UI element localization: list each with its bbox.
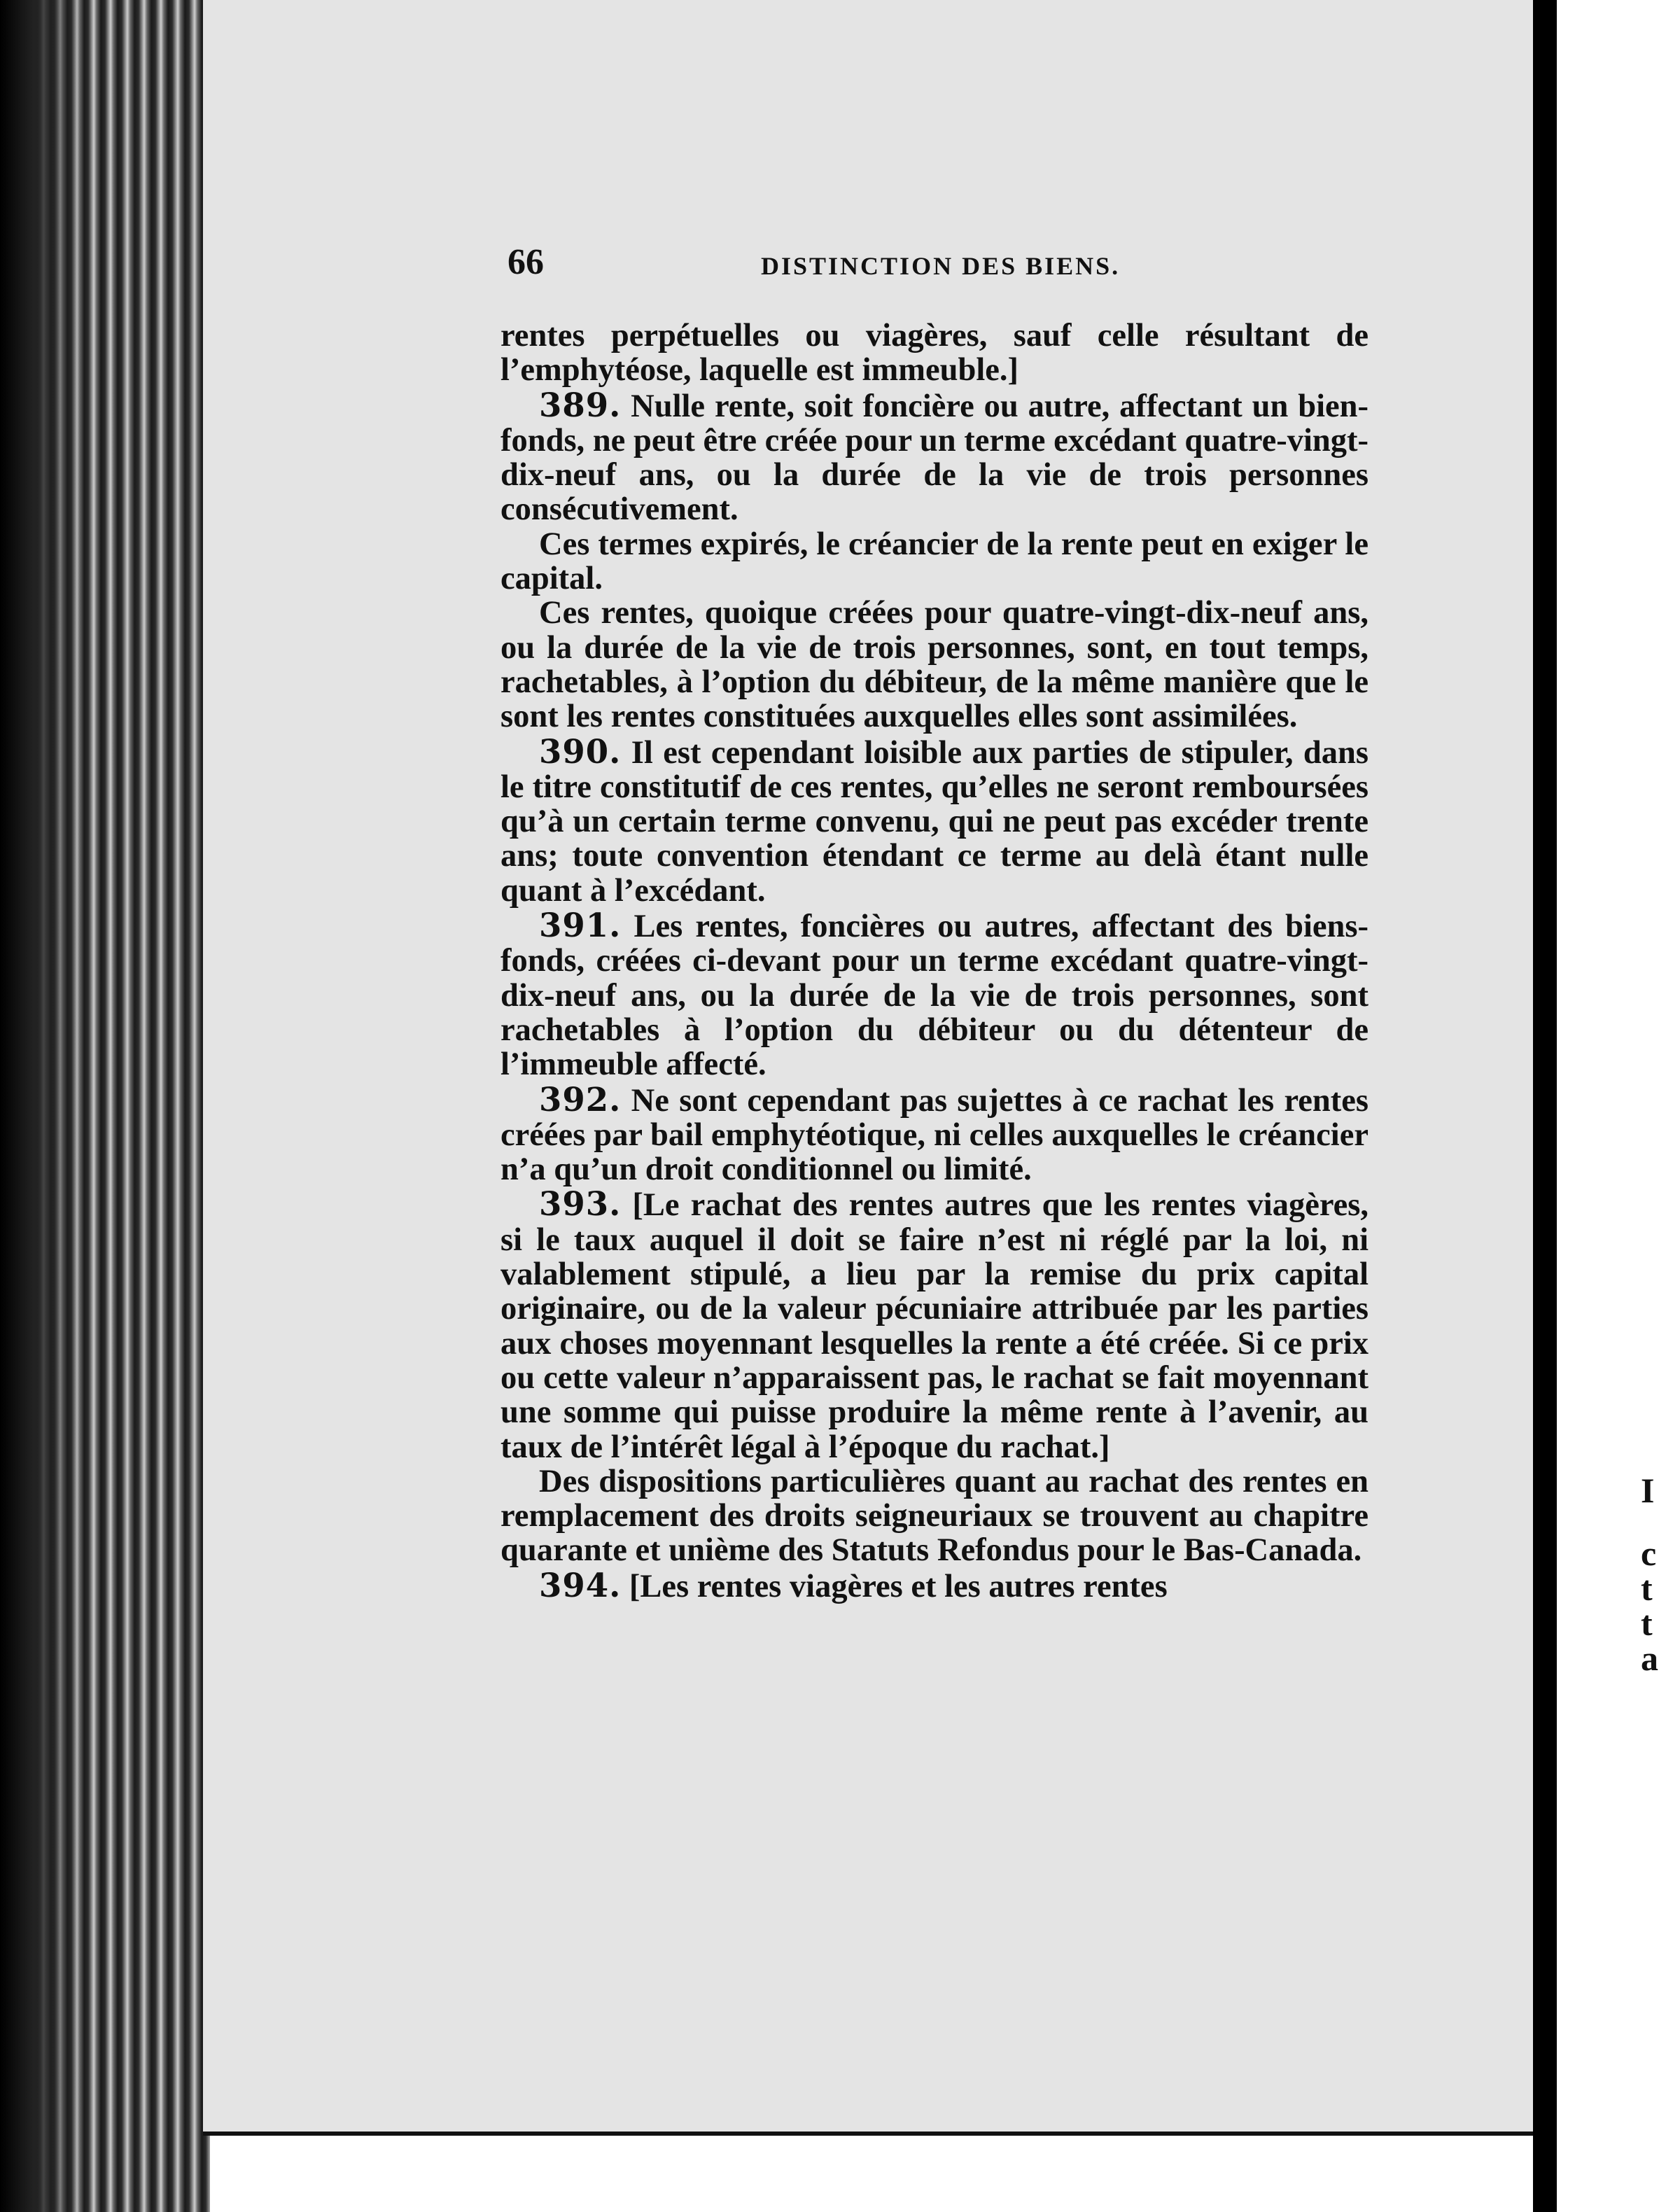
article-number: 391. xyxy=(539,906,622,945)
next-page-fragment: I xyxy=(1641,1471,1655,1510)
article-391: 391. Les rentes, foncières ou autres, affectant des biens-fonds, créées ci-devant pour un terme excédant quatre-vingt-dix-neuf ans, ou la durée de la vie de trois personnes, sont rachetables à l’option du débiteur ou du détenteur de l’immeuble affecté. xyxy=(500,906,1368,1083)
running-head: DISTINCTION DES BIENS. xyxy=(761,252,1121,280)
next-page-fragment: t xyxy=(1641,1569,1653,1608)
article-number: 393. xyxy=(539,1184,622,1224)
article-number: 392. xyxy=(539,1079,622,1119)
paragraph: Ces rentes, quoique créées pour quatre-vingt-dix-neuf ans, ou la durée de la vie de trois personnes, sont, en tout temps, rachetables, à l’option du débiteur, de la même manière que le sont les rentes constituées auxquelles elles sont assimilées. xyxy=(500,595,1368,735)
page-edges xyxy=(0,0,210,2212)
article-392: 392. Ne sont cependant pas sujettes à ce rachat les rentes créées par bail emphytéotique, ni celles auxquelles le créancier n’a qu’un droit conditionnel ou limité. xyxy=(500,1079,1368,1188)
article-number: 394. xyxy=(539,1565,622,1604)
article-393: 393. [Le rachat des rentes autres que les rentes viagères, si le taux auquel il doit se faire n’est ni réglé par la loi, ni valablement stipulé, a lieu par la remise du prix capital originaire, ou de la valeur pécuniaire attribuée par les parties aux choses moyennant lesquelles la rente a été créée. Si ce prix ou cette valeur n’apparaissent pas, le rachat se fait moyennant une somme qui puisse produire la même rente à l’avenir, au taux de l’intérêt légal à l’époque du rachat.] xyxy=(500,1184,1368,1465)
article-number: 389. xyxy=(539,385,622,424)
article-389: 389. Nulle rente, soit foncière ou autre, affectant un bien-fonds, ne peut être créée pour un terme excédant quatre-vingt-dix-neuf ans, ou la durée de la vie de trois personnes consécutivement. xyxy=(500,385,1368,528)
article-394: 394. [Les rentes viagères et les autres rentes xyxy=(539,1565,1168,1604)
next-page-fragment: t xyxy=(1641,1604,1653,1643)
next-page-fragment: a xyxy=(1641,1639,1658,1678)
paragraph: Ces termes expirés, le créancier de la rente peut en exiger le capital. xyxy=(500,526,1368,597)
page-header xyxy=(507,241,1365,290)
paragraph-continuation: rentes perpétuelles ou viagères, sauf celle résultant de l’emphytéose, laquelle est immeuble.] xyxy=(500,318,1368,388)
article-390: 390. Il est cependant loisible aux parties de stipuler, dans le titre constitutif de ces rentes, qu’elles ne seront remboursées qu’à un certain terme convenu, qui ne peut pas excéder trente ans; toute convention étendant ce terme au delà étant nulle quant à l’excédant. xyxy=(500,732,1369,909)
body-text xyxy=(500,318,1368,1604)
page-number: 66 xyxy=(507,242,544,282)
article-number: 390. xyxy=(539,732,622,771)
paragraph: Des dispositions particulières quant au rachat des rentes en remplacement des droits seigneuriaux se trouvent au chapitre quarante et unième des Statuts Refondus pour le Bas-Canada. xyxy=(500,1463,1368,1569)
book-gutter xyxy=(1533,0,1557,2212)
next-page-edge xyxy=(1557,0,1666,2212)
next-page-fragment: c xyxy=(1641,1534,1657,1573)
